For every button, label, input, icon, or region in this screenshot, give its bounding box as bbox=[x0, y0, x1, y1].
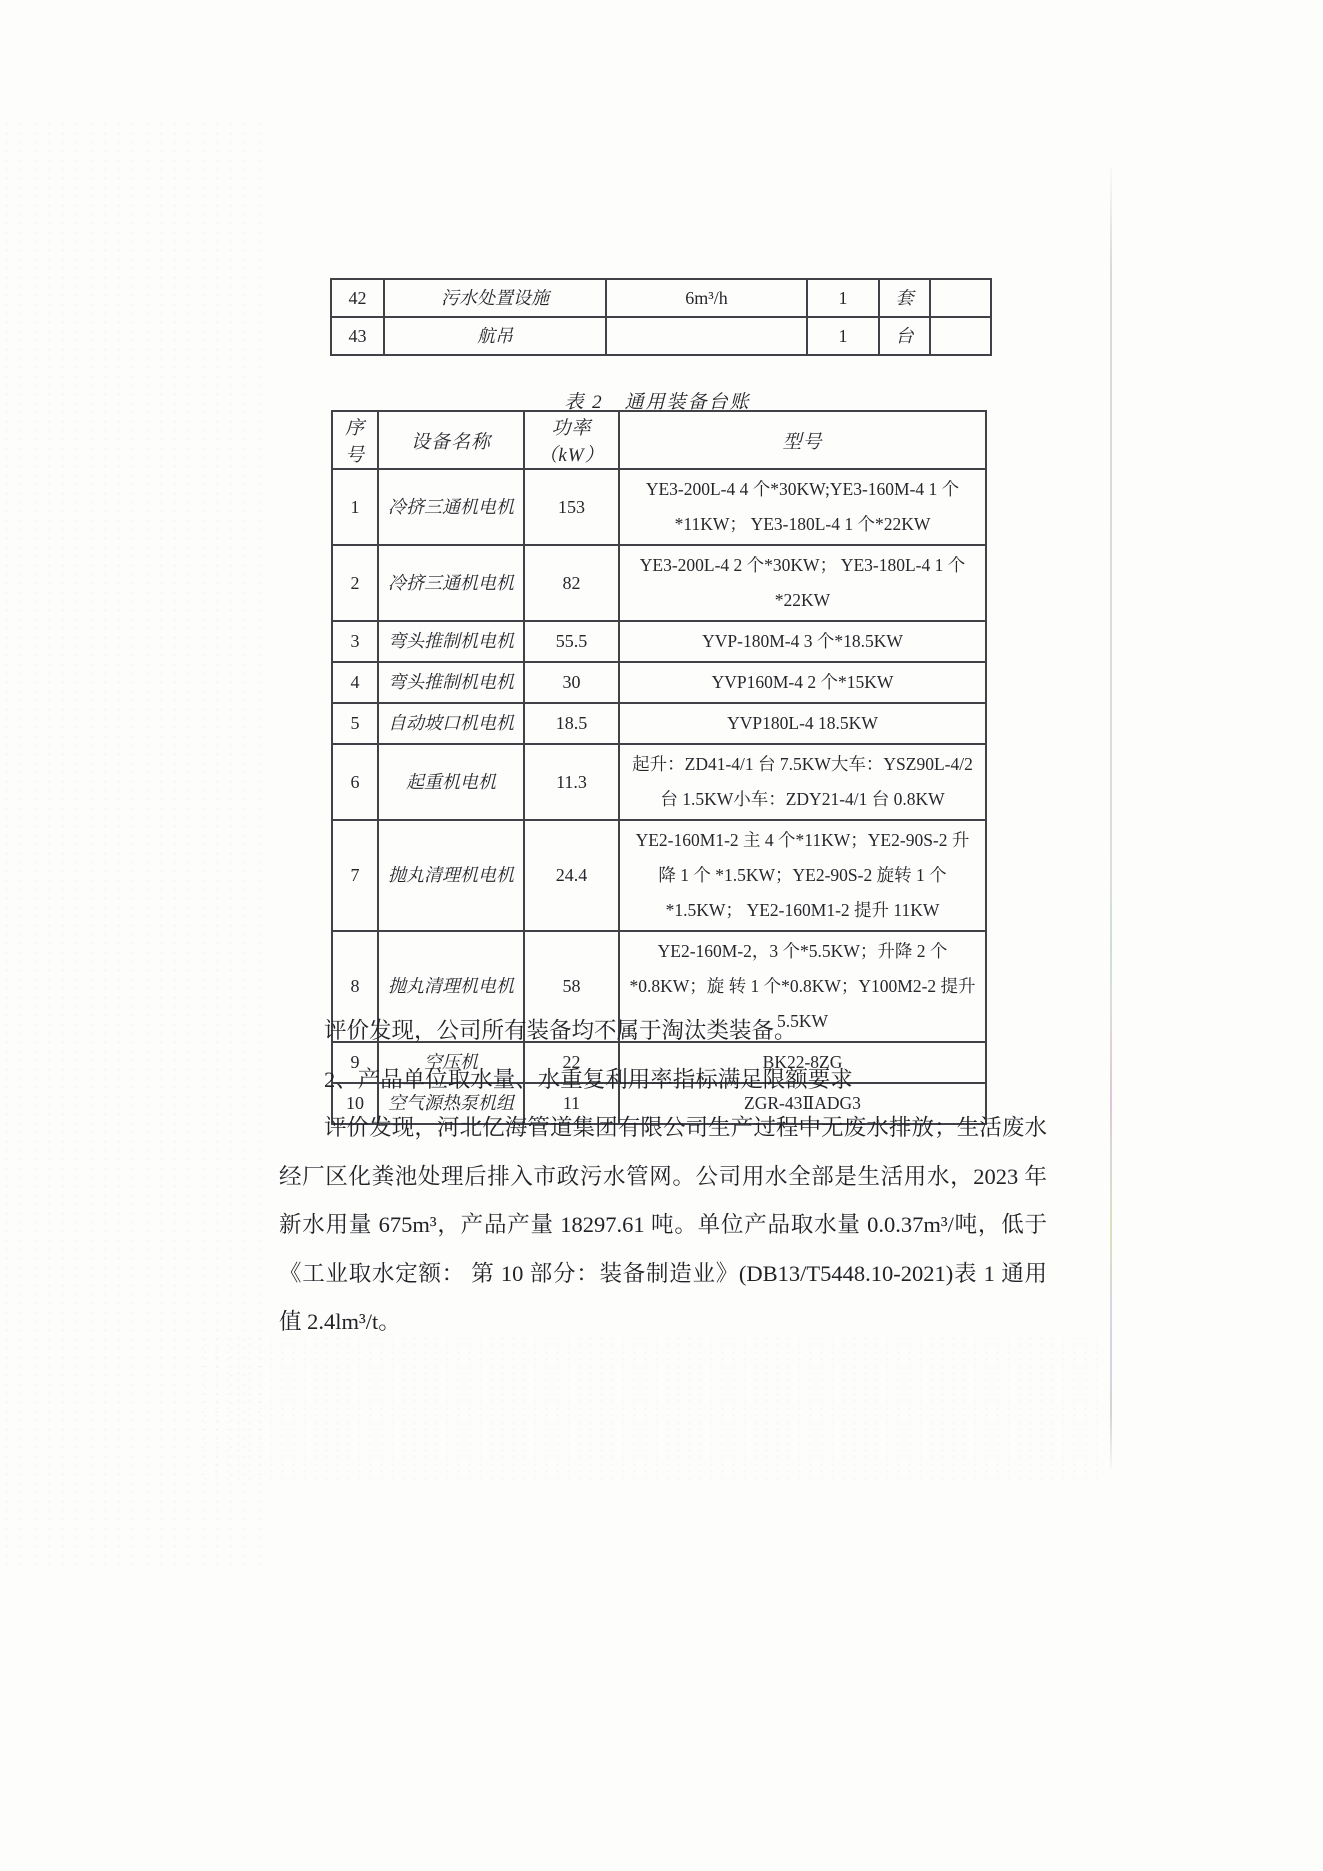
header-equipment-name: 设备名称 bbox=[378, 411, 524, 469]
table-row bbox=[332, 469, 986, 545]
cell-power: 24.4 bbox=[524, 820, 619, 931]
cell-remark bbox=[930, 317, 991, 355]
cell-model: YVP160M-4 2 个*15KW bbox=[619, 662, 986, 703]
table-row bbox=[331, 317, 991, 355]
cell-equipment-name: 抛丸清理机电机 bbox=[378, 931, 524, 1042]
cell-row-number: 42 bbox=[331, 279, 384, 317]
table-caption: 表 2 通用装备台账 bbox=[564, 392, 751, 413]
table-row bbox=[332, 820, 986, 931]
cell-row-number: 6 bbox=[332, 744, 378, 820]
cell-row-number: 3 bbox=[332, 621, 378, 662]
cell-equipment-name: 弯头推制机电机 bbox=[378, 621, 524, 662]
cell-equipment-name: 抛丸清理机电机 bbox=[378, 820, 524, 931]
cell-row-number: 4 bbox=[332, 662, 378, 703]
cell-power: 11.3 bbox=[524, 744, 619, 820]
cell-row-number: 1 bbox=[332, 469, 378, 545]
cell-row-number: 9 bbox=[332, 1042, 378, 1083]
cell-unit: 台 bbox=[879, 317, 930, 355]
header-row-number: 序号 bbox=[332, 411, 378, 469]
cell-row-number: 5 bbox=[332, 703, 378, 744]
cell-model: YE2-160M1-2 主 4 个*11KW；YE2-90S-2 升降 1 个 *1.5KW；YE2-90S-2 旋转 1 个*1.5KW； YE2-160M1-2 提升 11KW bbox=[619, 820, 986, 931]
cell-quantity: 1 bbox=[807, 317, 879, 355]
scan-margin-noise-artifact bbox=[0, 120, 270, 1570]
table-row bbox=[332, 662, 986, 703]
scan-noise-artifact bbox=[200, 1335, 1100, 1485]
cell-model: ZGR-43ⅡADG3 bbox=[619, 1083, 986, 1124]
table-row bbox=[332, 744, 986, 820]
paragraph-water-analysis: 评价发现，河北亿海管道集团有限公司生产过程中无废水排放；生活废水经厂区化粪池处理后排入市政污水管网。公司用水全部是生活用水，2023 年新水用量 675m³，产品产量 18297.61 吨。单位产品取水量 0.0.37m³/吨，低于《工业取水定额： 第 10 部分：装备制造业》(DB13/T5448.10-2021)表 1 通用值 2.4lm³/t。 bbox=[279, 1115, 1047, 1334]
cell-model: 起升：ZD41-4/1 台 7.5KW大车：YSZ90L-4/2 台 1.5KW小车：ZDY21-4/1 台 0.8KW bbox=[619, 744, 986, 820]
cell-power: 11 bbox=[524, 1083, 619, 1124]
cell-model: YE3-200L-4 2 个*30KW； YE3-180L-4 1 个*22KW bbox=[619, 545, 986, 621]
cell-equipment-name: 冷挤三通机电机 bbox=[378, 545, 524, 621]
cell-unit: 套 bbox=[879, 279, 930, 317]
cell-power: 30 bbox=[524, 662, 619, 703]
cell-equipment-name: 弯头推制机电机 bbox=[378, 662, 524, 703]
cell-row-number: 2 bbox=[332, 545, 378, 621]
cell-model: YVP180L-4 18.5KW bbox=[619, 703, 986, 744]
cell-row-number: 7 bbox=[332, 820, 378, 931]
paragraph-conclusion: 评价发现，公司所有装备均不属于淘汰类装备。 bbox=[324, 1018, 797, 1043]
cell-equipment-name: 起重机电机 bbox=[378, 744, 524, 820]
equipment-table-continued bbox=[330, 278, 992, 356]
cell-row-number: 43 bbox=[331, 317, 384, 355]
cell-equipment-name: 空气源热泵机组 bbox=[378, 1083, 524, 1124]
header-power-kw: 功率（kW） bbox=[524, 411, 619, 469]
cell-row-number: 8 bbox=[332, 931, 378, 1042]
cell-remark bbox=[930, 279, 991, 317]
cell-spec bbox=[606, 317, 807, 355]
cell-power: 22 bbox=[524, 1042, 619, 1083]
table-row bbox=[332, 545, 986, 621]
cell-spec: 6m³/h bbox=[606, 279, 807, 317]
table-row bbox=[331, 279, 991, 317]
cell-model: BK22-8ZG bbox=[619, 1042, 986, 1083]
paragraph-section-heading: 2、产品单位取水量、水重复利用率指标满足限额要求 bbox=[324, 1066, 853, 1092]
body-text bbox=[279, 1007, 1047, 1347]
cell-equipment-name: 污水处置设施 bbox=[384, 279, 606, 317]
cell-power: 153 bbox=[524, 469, 619, 545]
table-header-row bbox=[332, 411, 986, 469]
cell-power: 58 bbox=[524, 931, 619, 1042]
cell-model: YE2-160M-2，3 个*5.5KW；升降 2 个*0.8KW；旋 转 1 个*0.8KW；Y100M2-2 提升 5.5KW bbox=[619, 931, 986, 1042]
cell-equipment-name: 空压机 bbox=[378, 1042, 524, 1083]
cell-equipment-name: 冷挤三通机电机 bbox=[378, 469, 524, 545]
cell-power: 82 bbox=[524, 545, 619, 621]
cell-equipment-name: 航吊 bbox=[384, 317, 606, 355]
table-row bbox=[332, 621, 986, 662]
scan-edge-artifact bbox=[1110, 168, 1112, 1468]
table-row bbox=[332, 703, 986, 744]
cell-model: YE3-200L-4 4 个*30KW;YE3-160M-4 1 个*11KW； YE3-180L-4 1 个*22KW bbox=[619, 469, 986, 545]
header-model: 型号 bbox=[619, 411, 986, 469]
cell-row-number: 10 bbox=[332, 1083, 378, 1124]
cell-equipment-name: 自动坡口机电机 bbox=[378, 703, 524, 744]
cell-power: 55.5 bbox=[524, 621, 619, 662]
cell-power: 18.5 bbox=[524, 703, 619, 744]
cell-model: YVP-180M-4 3 个*18.5KW bbox=[619, 621, 986, 662]
cell-quantity: 1 bbox=[807, 279, 879, 317]
